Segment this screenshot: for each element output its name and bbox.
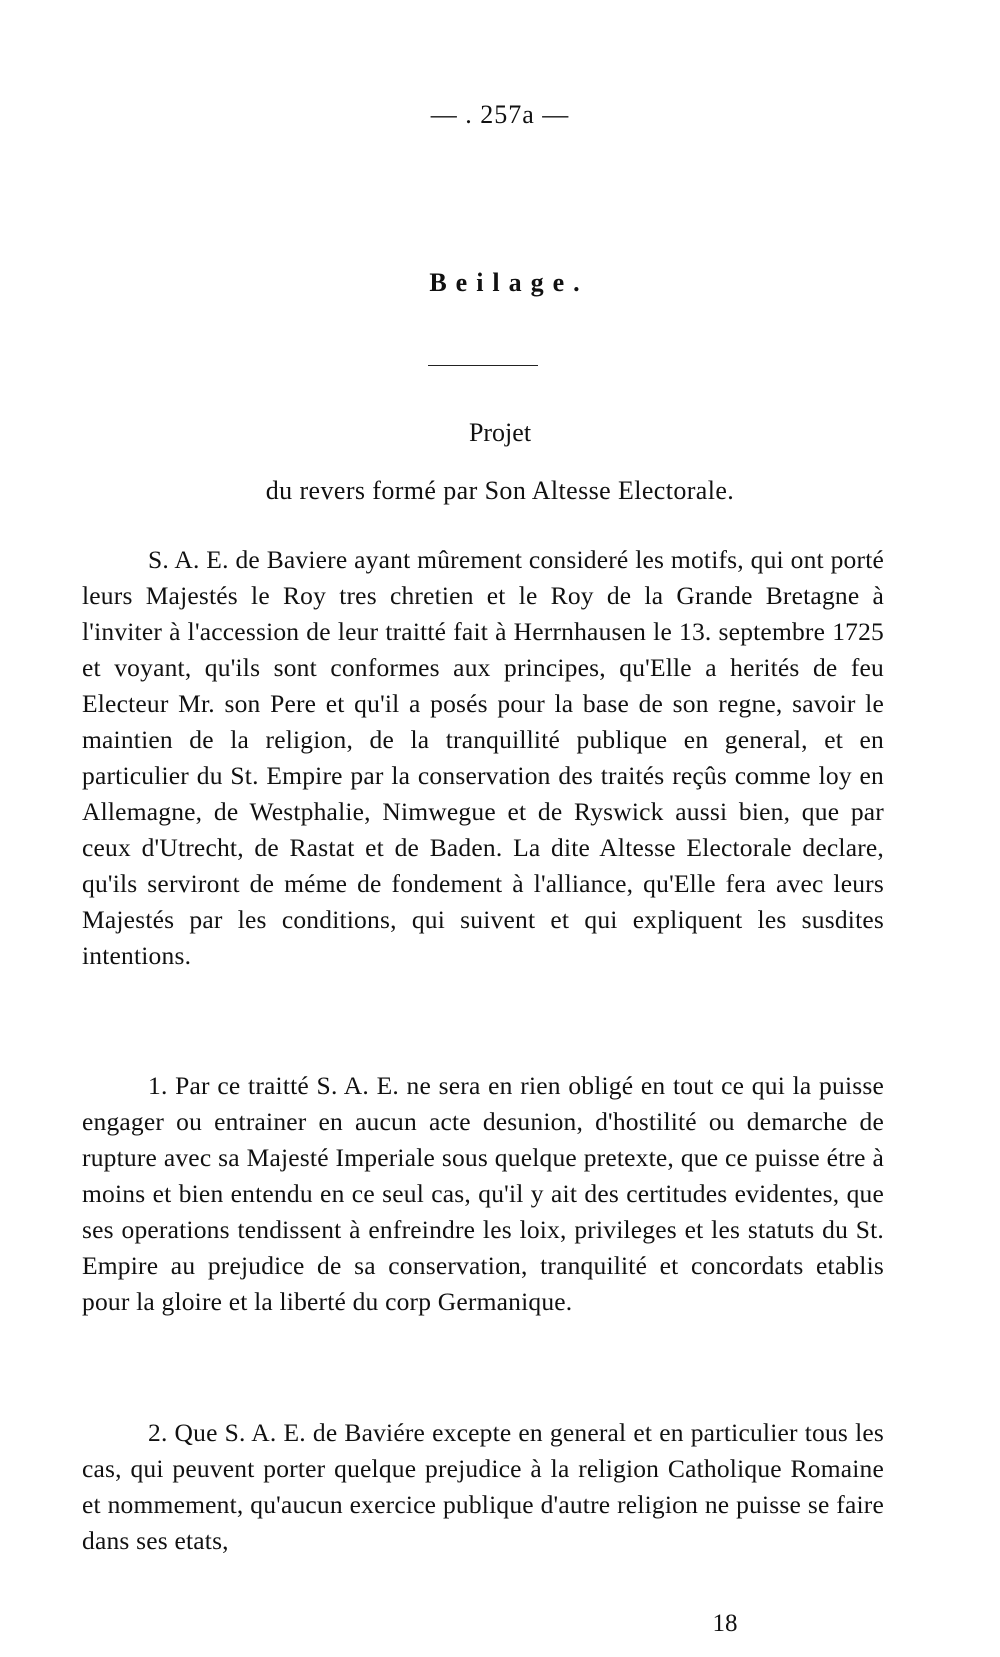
page-number: — . 257a — xyxy=(430,100,570,129)
document-subtitle: du revers formé par Son Altesse Electorale. xyxy=(265,476,735,505)
paragraph-article-2: 2. Que S. A. E. de Baviére excepte en general et en particulier tous les cas, qui peuvent porter quelque prejudice à la religion Catholique Romaine et nommement, qu'aucun exercice publique d'autre religion ne puisse se faire dans ses etats, xyxy=(82,1418,884,1555)
paragraph-article-1: 1. Par ce traitté S. A. E. ne sera en rien obligé en tout ce qui la puisse engager ou entrainer en aucun acte desunion, d'hostilité ou demarche de rupture avec sa Majesté Imperiale sous quelque pretexte, que ce puisse étre à moins et bien entendu en ce seul cas, qu'il y ait des certitudes evidentes, que ses operations tendissent à enfreindre les loix, privileges et les statuts du St. Empire au prejudice de sa conservation, tranquilité et concordats etablis pour la gloire et la liberté du corp Germanique. xyxy=(82,1071,884,1316)
signature-mark: 18 xyxy=(712,1610,738,1637)
paragraph-preamble: S. A. E. de Baviere ayant mûrement consideré les motifs, qui ont porté leurs Majestés le Roy tres chretien et le Roy de la Grande Bretagne à l'inviter à l'accession de leur traitté fait à Herrnhausen le 13. septembre 1725 et voyant, qu'ils sont conformes aux principes, qu'Elle a herités de feu Electeur Mr. son Pere et qu'il a posés pour la base de son regne, savoir le maintien de la religion, de la tranquillité publique en general, et en particulier du St. Empire par la conservation des traités reçûs comme loy en Allemagne, de Westphalie, Nimwegue et de Ryswick aussi bien, que par ceux d'Utrecht, de Rastat et de Baden. La dite Altesse Electorale declare, qu'ils serviront de méme de fondement à l'alliance, qu'Elle fera avec leurs Majestés par les conditions, qui suivent et qui expliquent les susdites intentions. xyxy=(82,545,884,970)
document-title: Projet xyxy=(468,418,532,447)
heading-divider xyxy=(428,365,538,366)
section-heading: Beilage. xyxy=(429,268,589,297)
